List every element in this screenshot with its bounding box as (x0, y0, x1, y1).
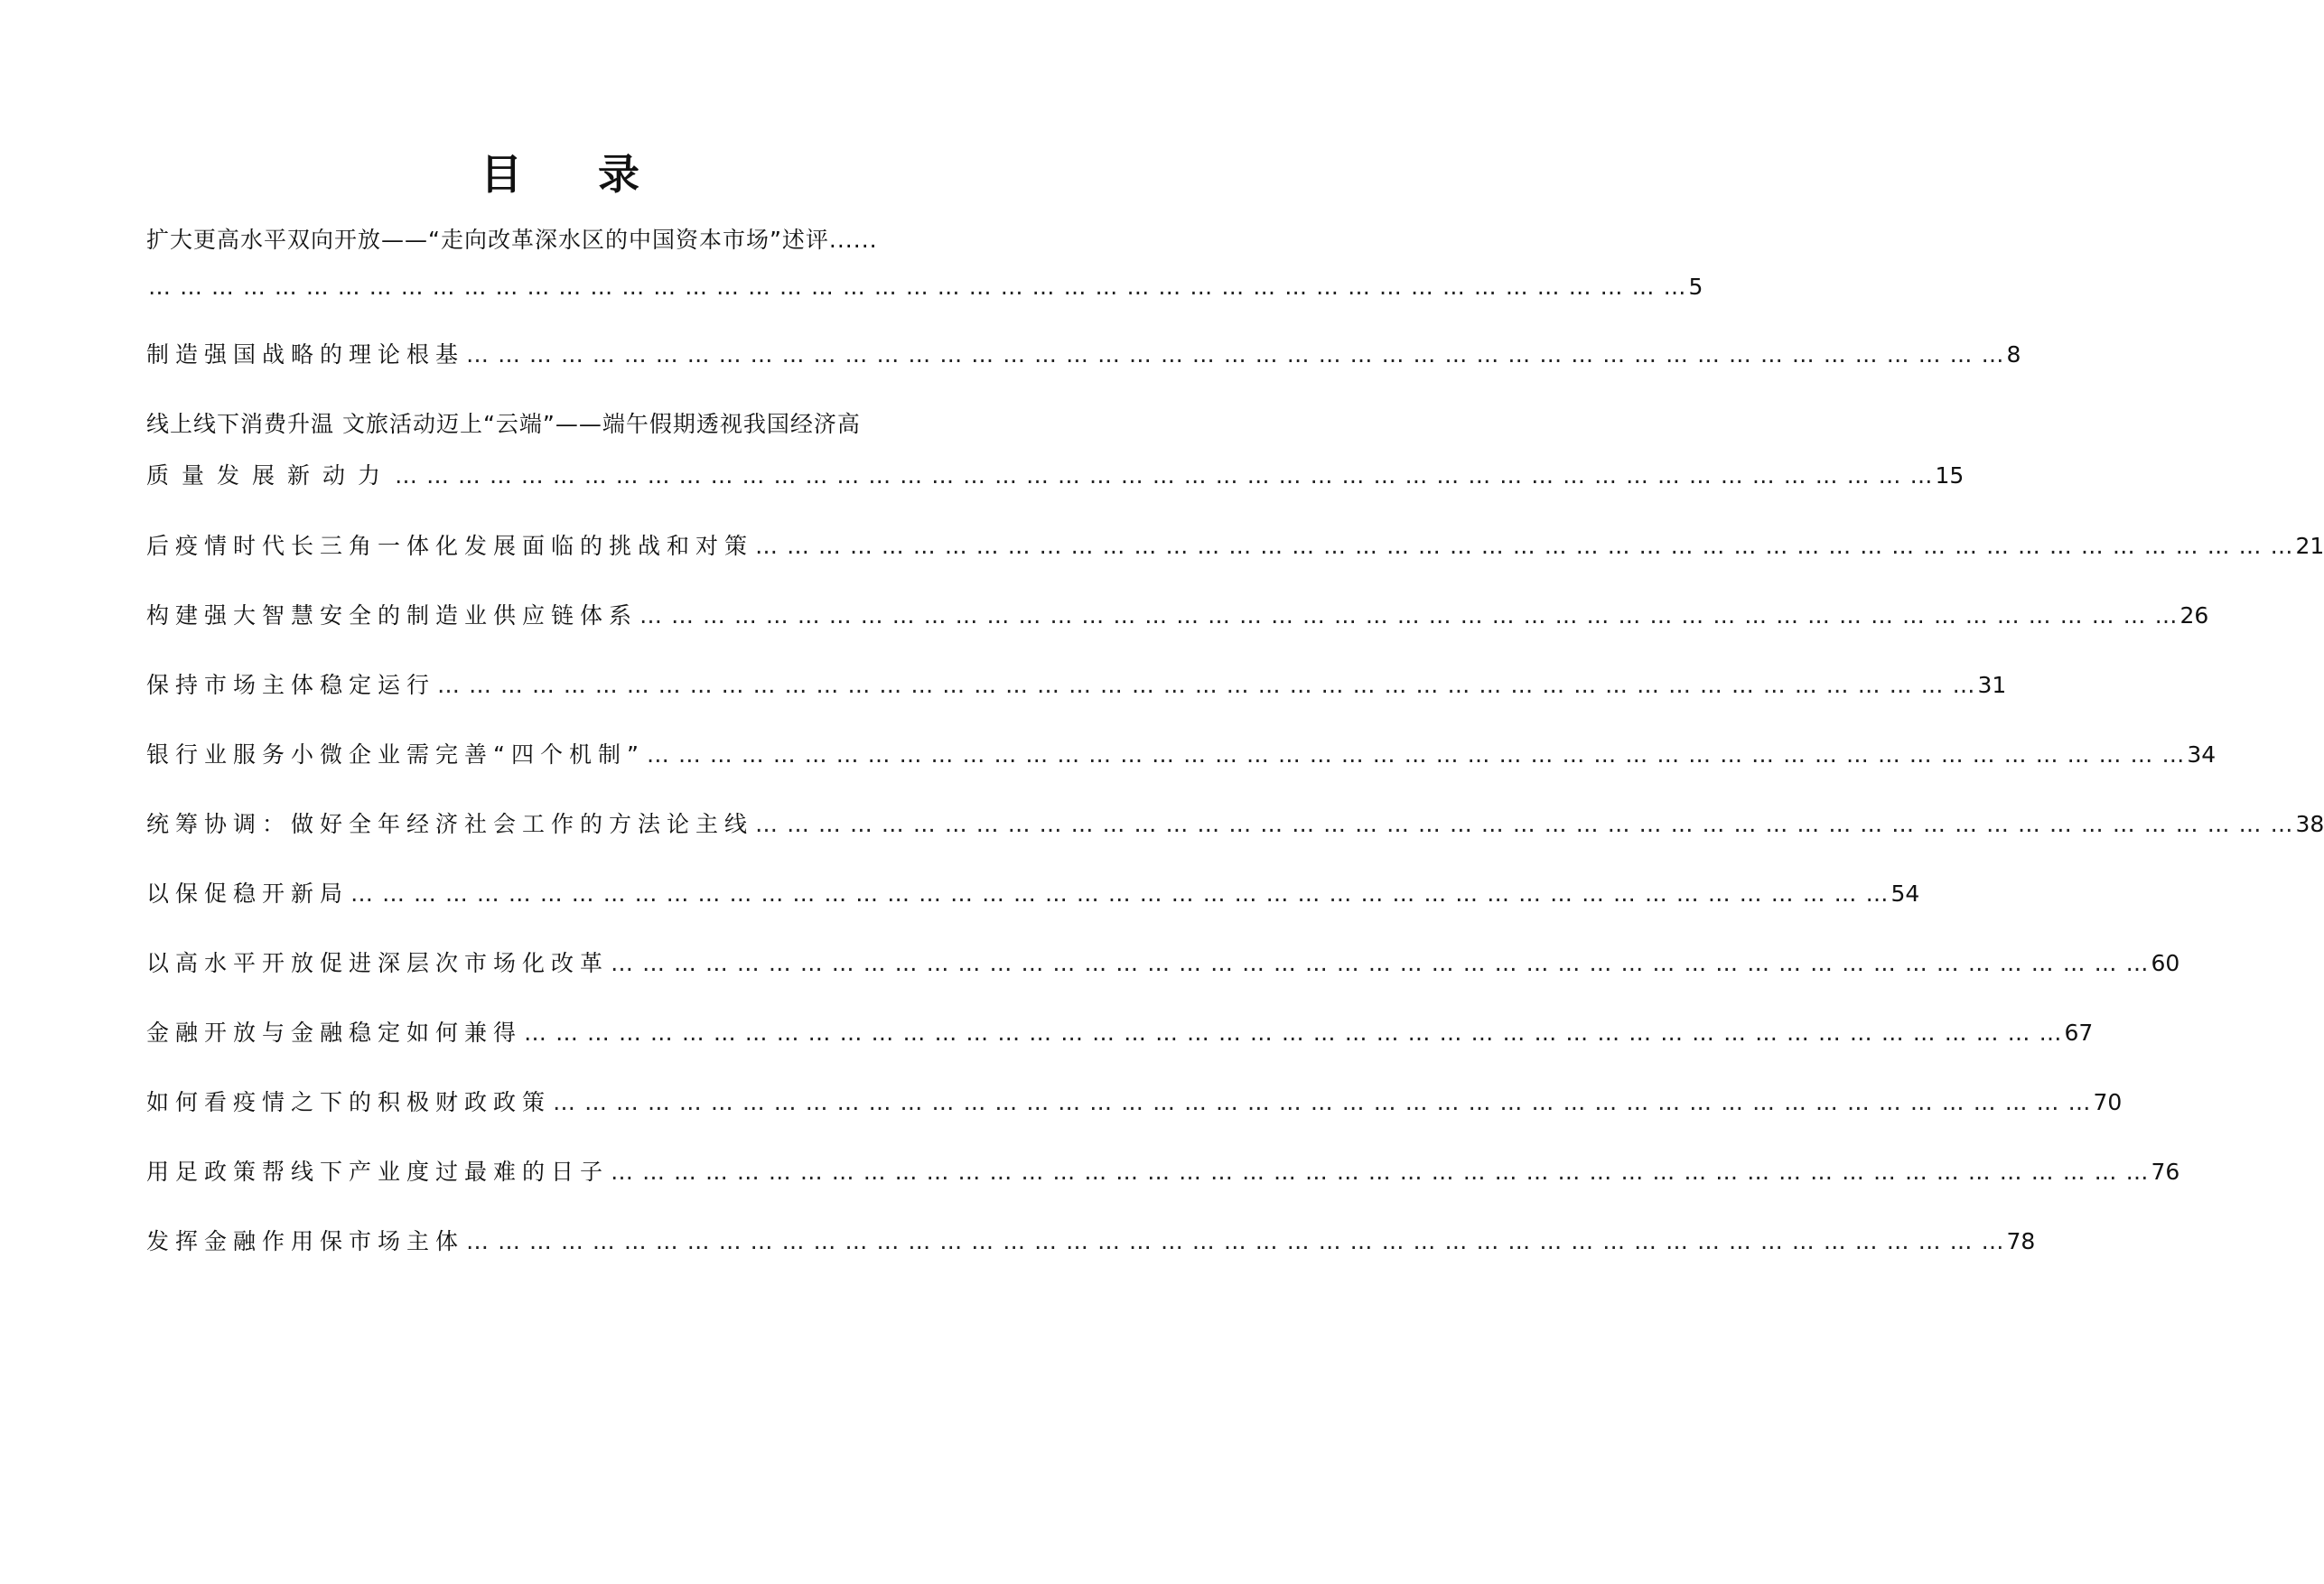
toc-entry-3-line1[interactable]: 线上线下消费升温 文旅活动迈上“云端”——端午假期透视我国经济高 (146, 411, 861, 437)
toc-entry-title: 统筹协调：做好全年经济社会工作的方法论主线 (146, 811, 754, 837)
toc-leader: … … … … … … … … … … … … … … … … … … … … … … … … … … … … … … … … … … … … … … … … … … … … … … … … … (553, 1089, 2092, 1115)
toc-entry-11[interactable] (146, 1013, 2094, 1053)
toc-page-number: 5 (1688, 274, 1703, 300)
toc-leader: … … … … … … … … … … … … … … … … … … … … … … … … … … … … … … … … … … … … … … … … … … … … … … … … … (611, 950, 2150, 976)
toc-leader: … … … … … … … … … … … … … … … … … … … … … … … … … … … … … … … … … … … … … … … … … … … … … … … … … (466, 341, 2005, 368)
toc-entry-title: 用足政策帮线下产业度过最难的日子 (146, 1159, 610, 1185)
toc-page-number: 26 (2179, 602, 2209, 629)
toc-page-number: 78 (2006, 1228, 2036, 1254)
toc-entry-5[interactable] (146, 596, 2209, 636)
toc-leader: … … … … … … … … … … … … … … … … … … … … … … … … … … … … … … … … … … … … … … … … … … … … … … … … … (466, 1228, 2005, 1254)
toc-entry-title: 保持市场主体稳定运行 (146, 672, 436, 698)
toc-entry-14[interactable] (146, 1222, 2036, 1262)
toc-entry-title: 以保促稳开新局 (146, 881, 350, 907)
toc-leader: … … … … … … … … … … … … … … … … … … … … … … … … … … … … … … … … … … … … … … … … … … … … … … … … … (611, 1159, 2150, 1185)
toc-entry-10[interactable] (146, 944, 2180, 983)
toc-entry-title: 银行业服务小微企业需完善“四个机制” (146, 741, 645, 768)
toc-entry-1-line1[interactable]: 扩大更高水平双向开放——“走向改革深水区的中国资本市场”述评...... (146, 227, 878, 253)
toc-entry-7[interactable] (146, 735, 2217, 775)
toc-page-number: 21 (2295, 533, 2324, 559)
toc-entry-title: 金融开放与金融稳定如何兼得 (146, 1020, 523, 1046)
toc-entry-6[interactable] (146, 666, 2007, 705)
toc-entry-12[interactable] (146, 1083, 2123, 1123)
toc-entry-2[interactable] (146, 335, 2021, 375)
toc-page-number: 34 (2187, 741, 2217, 768)
toc-leader: … … … … … … … … … … … … … … … … … … … … … … … … … … … … … … … … … … … … … … … … … … … … … … … … … (437, 672, 1976, 698)
toc-leader: … … … … … … … … … … … … … … … … … … … … … … … … … … … … … … … … … … … … … … … … … … … … … … … … … (646, 741, 2186, 768)
toc-entry-9[interactable] (146, 874, 1920, 914)
toc-leader: … … … … … … … … … … … … … … … … … … … … … … … … … … … … … … … … … … … … … … … … … … … … … … … … … (395, 462, 1934, 489)
toc-leader: … … … … … … … … … … … … … … … … … … … … … … … … … … … … … … … … … … … … … … … … … … … … … … … … … (148, 274, 1687, 300)
toc-entry-title: 发挥金融作用保市场主体 (146, 1228, 465, 1254)
toc-entry-title: 制造强国战略的理论根基 (146, 341, 465, 368)
toc-page-number: 8 (2006, 341, 2021, 368)
toc-page-number: 54 (1890, 881, 1920, 907)
toc-entry-title: 如何看疫情之下的积极财政政策 (146, 1089, 552, 1115)
toc-leader: … … … … … … … … … … … … … … … … … … … … … … … … … … … … … … … … … … … … … … … … … … … … … … … … … (350, 881, 1890, 907)
toc-entry-13[interactable] (146, 1152, 2180, 1192)
toc-page-number: 60 (2151, 950, 2180, 976)
toc-entry-4[interactable] (146, 526, 2324, 566)
toc-leader: … … … … … … … … … … … … … … … … … … … … … … … … … … … … … … … … … … … … … … … … … … … … … … … … … (755, 811, 2294, 837)
toc-page-number: 38 (2295, 811, 2324, 837)
toc-entry-1[interactable] (146, 267, 1703, 307)
toc-entry-3[interactable] (146, 456, 1965, 496)
toc-page-number: 31 (1977, 672, 2007, 698)
toc-leader: … … … … … … … … … … … … … … … … … … … … … … … … … … … … … … … … … … … … … … … … … … … … … … … … … (755, 533, 2294, 559)
toc-entry-8[interactable] (146, 805, 2324, 844)
toc-entry-title: 构建强大智慧安全的制造业供应链体系 (146, 602, 639, 629)
toc-entry-title: 以高水平开放促进深层次市场化改革 (146, 950, 610, 976)
toc-leader: … … … … … … … … … … … … … … … … … … … … … … … … … … … … … … … … … … … … … … … … … … … … … … … … … (524, 1020, 2063, 1046)
page-title: 目 录 (480, 150, 670, 199)
toc-page-number: 76 (2151, 1159, 2180, 1185)
toc-page-number: 15 (1935, 462, 1965, 489)
toc-page-number: 70 (2093, 1089, 2123, 1115)
toc-leader: … … … … … … … … … … … … … … … … … … … … … … … … … … … … … … … … … … … … … … … … … … … … … … … … … (639, 602, 2179, 629)
toc-entry-title: 质量发展新动力 (146, 462, 394, 489)
toc-entry-title: 后疫情时代长三角一体化发展面临的挑战和对策 (146, 533, 754, 559)
toc-page-number: 67 (2064, 1020, 2094, 1046)
